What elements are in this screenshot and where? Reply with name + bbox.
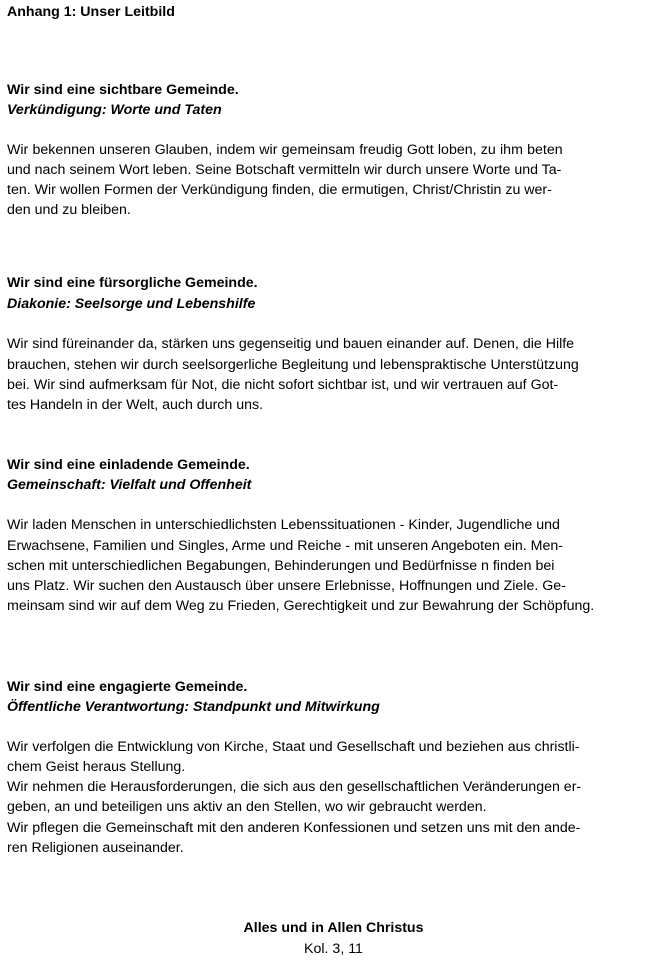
paragraph-line: brauchen, stehen wir durch seelsorgerliche Begleitung und lebenspraktische Unterstützung <box>7 357 579 373</box>
section-title: Wir sind eine fürsorgliche Gemeinde. <box>7 275 258 291</box>
section-title: Wir sind eine engagierte Gemeinde. <box>7 679 248 695</box>
section-subtitle: Öffentliche Verantwortung: Standpunkt und Mitwirkung <box>7 699 380 715</box>
page-heading: Anhang 1: Unser Leitbild <box>7 4 175 20</box>
footer-reference: Kol. 3, 11 <box>304 941 363 957</box>
paragraph-line: schen mit unterschiedlichen Begabungen, Behinderungen und Bedürfnisse n finden bei <box>7 558 555 574</box>
paragraph-line: ren Religionen auseinander. <box>7 840 184 856</box>
paragraph-line: uns Platz. Wir suchen den Austausch über unsere Erlebnisse, Hoffnungen und Ziele. Ge- <box>7 578 566 594</box>
paragraph-line: bei. Wir sind aufmerksam für Not, die nicht sofort sichtbar ist, und wir vertrauen auf Got- <box>7 377 559 393</box>
paragraph-line: und nach seinem Wort leben. Seine Botschaft vermitteln wir durch unsere Worte und Ta- <box>7 162 562 178</box>
footer-motto: Alles und in Allen Christus <box>243 920 424 936</box>
paragraph-line: Erwachsene, Familien und Singles, Arme und Reiche - mit unseren Angeboten ein. Men- <box>7 538 563 554</box>
section-subtitle: Verkündigung: Worte und Taten <box>7 102 222 118</box>
paragraph-line: chem Geist heraus Stellung. <box>7 759 186 775</box>
section-subtitle: Gemeinschaft: Vielfalt und Offenheit <box>7 477 252 493</box>
paragraph-line: den und zu bleiben. <box>7 202 131 218</box>
paragraph-line: Wir verfolgen die Entwicklung von Kirche, Staat und Gesellschaft und beziehen aus christli- <box>7 739 580 755</box>
paragraph-line: tes Handeln in der Welt, auch durch uns. <box>7 397 264 413</box>
paragraph-line: geben, an und beteiligen uns aktiv an den Stellen, wo wir gebraucht werden. <box>7 799 487 815</box>
section-title: Wir sind eine sichtbare Gemeinde. <box>7 82 239 98</box>
section-title: Wir sind eine einladende Gemeinde. <box>7 457 250 473</box>
paragraph-line: Wir laden Menschen in unterschiedlichsten Lebenssituationen - Kinder, Jugendliche und <box>7 517 560 533</box>
paragraph-line: Wir nehmen die Herausforderungen, die sich aus den gesellschaftlichen Veränderungen er- <box>7 779 582 795</box>
paragraph-line: Wir bekennen unseren Glauben, indem wir gemeinsam freudig Gott loben, zu ihm beten <box>7 142 563 158</box>
paragraph-line: Wir sind füreinander da, stärken uns gegenseitig und bauen einander auf. Denen, die Hilfe <box>7 336 575 352</box>
section-subtitle: Diakonie: Seelsorge und Lebenshilfe <box>7 296 256 312</box>
paragraph-line: Wir pflegen die Gemeinschaft mit den anderen Konfessionen und setzen uns mit den ande- <box>7 820 581 836</box>
paragraph-line: ten. Wir wollen Formen der Verkündigung finden, die ermutigen, Christ/Christin zu wer- <box>7 182 552 198</box>
paragraph-line: meinsam sind wir auf dem Weg zu Frieden, Gerechtigkeit und zur Bewahrung der Schöpfung. <box>7 598 595 614</box>
